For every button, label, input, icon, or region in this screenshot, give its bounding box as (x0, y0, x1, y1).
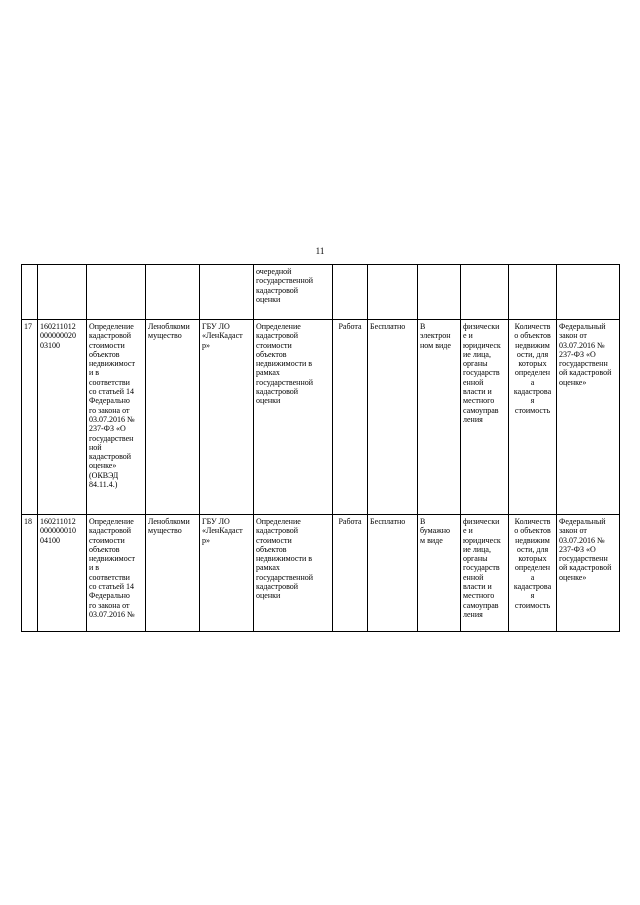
consumers-cell: физически е и юридическ ие лица, органы государств енной власти и местного самоуправ ления (461, 515, 509, 632)
content-cell: Определение кадастровой стоимости объектов недвижимости в рамках государственной кадастровой оценки (254, 515, 333, 632)
indicator-cell (509, 265, 557, 320)
institution-cell (200, 265, 254, 320)
department-cell (146, 265, 200, 320)
service-name-cell: Определение кадастровой стоимости объектов недвижимост и в соответстви со статьей 14 Федерально го закона от 03.07.2016 № (87, 515, 146, 632)
form-cell (418, 265, 461, 320)
registry-code-cell: 160211012 000000010 04100 (38, 515, 87, 632)
department-cell: Леноблкоми мущество (146, 320, 200, 515)
content-cell: Определение кадастровой стоимости объектов недвижимости в рамках государственной кадастровой оценки (254, 320, 333, 515)
service-name-cell (87, 265, 146, 320)
consumers-cell (461, 265, 509, 320)
type-cell: Работа (333, 515, 368, 632)
registry-code-cell: 160211012 000000020 03100 (38, 320, 87, 515)
law-cell (557, 265, 620, 320)
department-cell: Леноблкоми мущество (146, 515, 200, 632)
page-number: 11 (315, 246, 325, 256)
consumers-cell: физически е и юридическ ие лица, органы государств енной власти и местного самоуправ ления (461, 320, 509, 515)
payment-cell: Бесплатно (368, 320, 418, 515)
institution-cell: ГБУ ЛО «ЛенКадаст р» (200, 320, 254, 515)
content-cell: очередной государственной кадастровой оценки (254, 265, 333, 320)
institution-cell: ГБУ ЛО «ЛенКадаст р» (200, 515, 254, 632)
row-number-cell (22, 265, 38, 320)
table-row (22, 515, 620, 632)
service-name-cell: Определение кадастровой стоимости объектов недвижимост и в соответстви со статьей 14 Федерально го закона от 03.07.2016 № 237-ФЗ «О государствен ной кадастровой оценке» (ОКВЭД 84.11.4.) (87, 320, 146, 515)
registry-code-cell (38, 265, 87, 320)
row-number-cell: 18 (22, 515, 38, 632)
form-cell: В электрон ном виде (418, 320, 461, 515)
type-cell: Работа (333, 320, 368, 515)
row-number-cell: 17 (22, 320, 38, 515)
indicator-cell: Количеств о объектов недвижим ости, для которых определен а кадастрова я стоимость (509, 320, 557, 515)
indicator-cell: Количеств о объектов недвижим ости, для которых определен а кадастрова я стоимость (509, 515, 557, 632)
payment-cell: Бесплатно (368, 515, 418, 632)
law-cell: Федеральный закон от 03.07.2016 № 237-ФЗ «О государственн ой кадастровой оценке» (557, 515, 620, 632)
table-row (22, 320, 620, 515)
registry-table (21, 264, 620, 632)
law-cell: Федеральный закон от 03.07.2016 № 237-ФЗ «О государственн ой кадастровой оценке» (557, 320, 620, 515)
payment-cell (368, 265, 418, 320)
table-row (22, 265, 620, 320)
form-cell: В бумажно м виде (418, 515, 461, 632)
type-cell (333, 265, 368, 320)
